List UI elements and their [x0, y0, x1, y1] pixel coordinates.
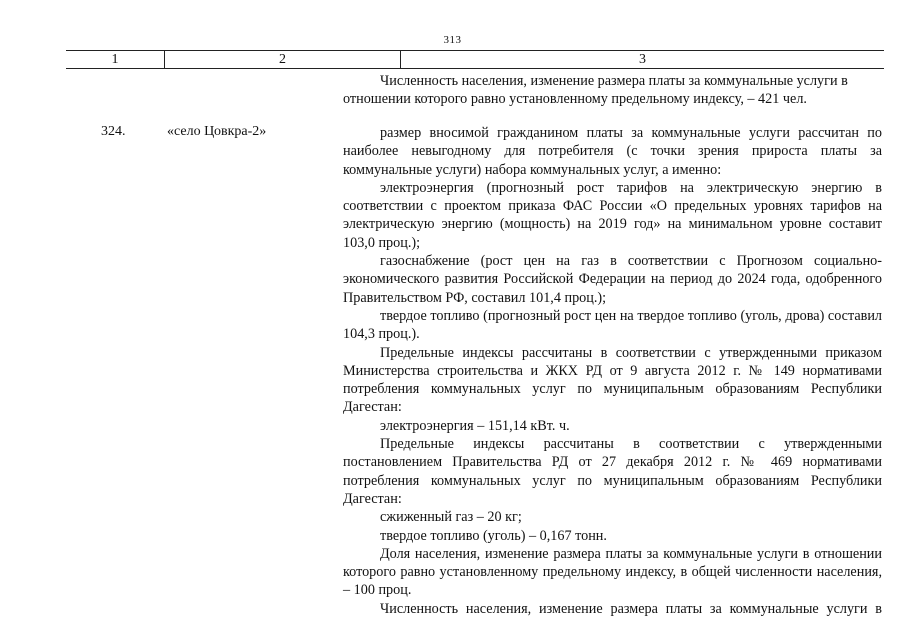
settlement-name: «село Цовкра-2» — [167, 124, 267, 139]
column-header-3: 3 — [639, 52, 646, 67]
paragraph: Предельные индексы рассчитаны в соответствии с утвержденными постановлением Правительства РД от 27 декабря 2012 г. № 469 нормативами потребления коммунальных услуг по муниципальным образованиям Республики Дагестан: — [343, 436, 882, 507]
paragraph: сжиженный газ – 20 кг; — [380, 509, 522, 526]
paragraph: Численность населения, изменение размера платы за коммунальные услуги в — [380, 600, 882, 617]
paragraph: Предельные индексы рассчитаны в соответствии с утвержденными приказом Министерства строительства и ЖКХ РД от 9 августа 2012 г. № 149 нормативами потребления коммунальных услуг по муниципальным образованиям Республики Дагестан: — [343, 344, 882, 416]
continuation-line: отношении которого равно установленному предельному индексу, – 421 чел. — [343, 91, 807, 108]
entry-description — [343, 124, 882, 618]
continuation-line: Численность населения, изменение размера платы за коммунальные услуги в — [380, 73, 848, 89]
paragraph: Доля населения, изменение размера платы за коммунальные услуги в отношении которого равно установленному предельному индексу, в общей численности населения, – 100 проц. — [343, 545, 882, 599]
column-header-2: 2 — [164, 51, 401, 69]
paragraph: твердое топливо (прогнозный рост цен на твердое топливо (уголь, дрова) составил 104,3 проц.). — [343, 307, 882, 343]
paragraph: электроэнергия (прогнозный рост тарифов на электрическую энергию в соответствии с проектом приказа ФАС России «О предельных уровнях тарифов на электрическую энергию (мощность) на 2019 год» на минимальном уровне составит 103,0 проц.); — [343, 179, 882, 251]
page-number: 313 — [443, 34, 462, 46]
row-number: 324. — [101, 124, 126, 139]
paragraph: размер вносимой гражданином платы за коммунальные услуги рассчитан по наиболее невыгодному для потребителя (с точки зрения прироста платы за коммунальные услуги) набора коммунальных услуг, а именно: — [343, 125, 882, 178]
table-header — [66, 50, 884, 69]
paragraph: газоснабжение (рост цен на газ в соответствии с Прогнозом социально-экономического развития Российской Федерации на период до 2024 года, одобренного Правительством РФ, составил 101,4 проц.); — [343, 253, 882, 306]
paragraph: электроэнергия – 151,14 кВт. ч. — [380, 417, 570, 434]
column-header-1: 1 — [111, 52, 119, 67]
continuation-text — [343, 72, 882, 109]
paragraph: твердое топливо (уголь) – 0,167 тонн. — [380, 527, 607, 544]
